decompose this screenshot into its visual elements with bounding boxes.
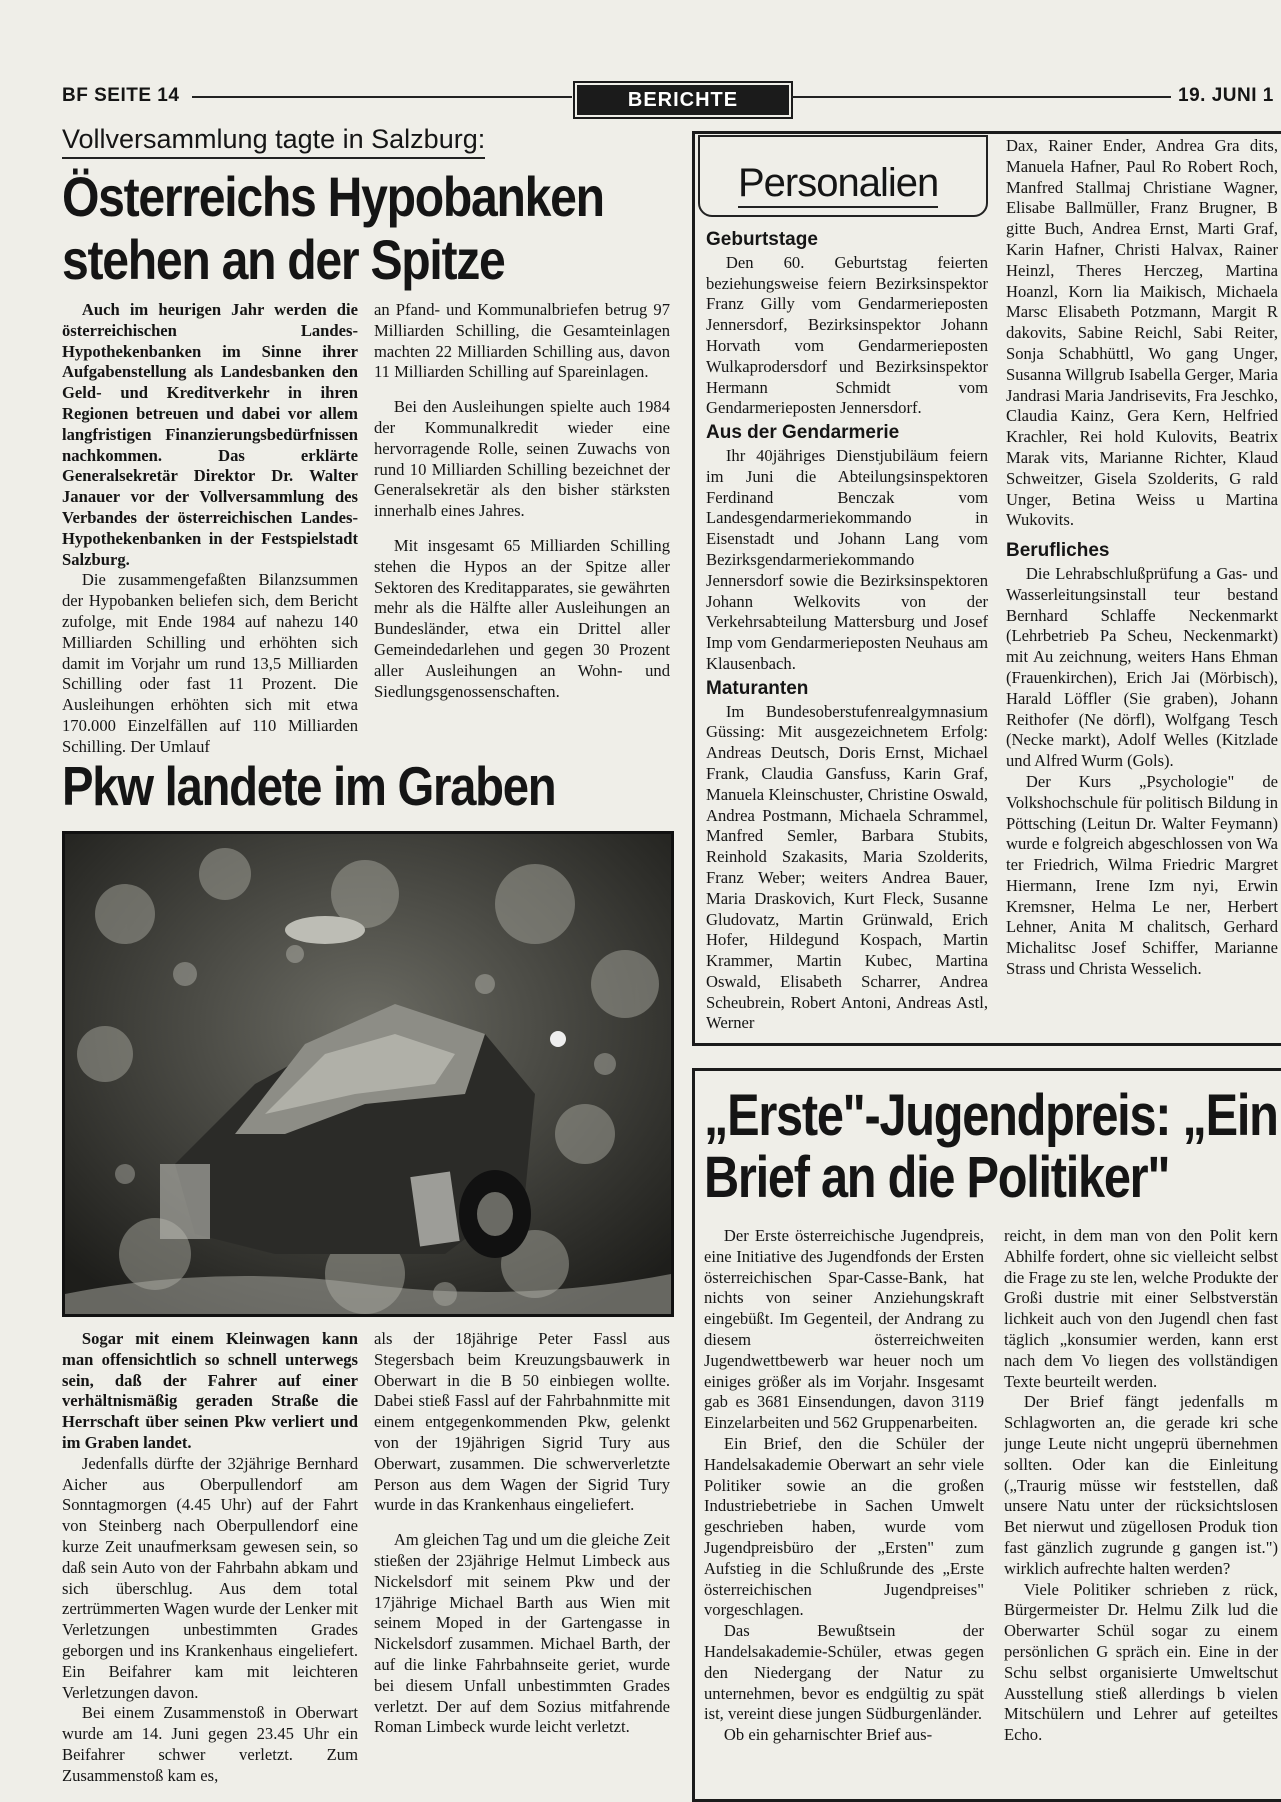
article3-col1 <box>704 1226 984 1746</box>
article2-p3: als der 18jährige Peter Fassl aus Stegersbach beim Kreuzungsbauwerk in Oberwart in die B 50 einbiegen wollte. Dabei stieß Fassl auf der Fahrbahnmitte mit einem entgegenkommenden Pkw, gelenkt von der 19jährigen Sigrid Tury aus Oberwart, zusammen. Die schwerverletzte Person aus dem Wagen der Sigrid Tury wurde in das Krankenhaus eingeliefert. <box>374 1329 670 1515</box>
header-rule-right <box>791 96 1171 98</box>
accident-photo <box>62 831 674 1317</box>
berufliches-text1: Die Lehrabschlußprüfung a Gas- und Wasserleitungsinstall teur bestand Bernhard Schlaffe Neckenmarkt (Lehrbetrieb Pa Scheu, Neckenmarkt) mit Au zeichnung, weiters Hans Ehman (Frauenkirchen), Erich Jai (Mörbisch), Harald Löffler (Sie graben), Johann Reithofer (Ne dörfl), Wolfgang Tesch (Necke markt), Adolf Welles (Kitzlade und Alfred Wurm (Gols). <box>1006 563 1278 771</box>
personalien-title: Personalien <box>738 161 938 208</box>
article1-p1: Die zusammengefaßten Bilanzsummen der Hypobanken beliefen sich, dem Bericht zufolge, mit Ende 1984 auf nahezu 140 Milliarden Schilling und erhöhten sich damit im Vorjahr um rund 13,5 Milliarden Schilling oder fast 11 Prozent. Die Ausleihungen erhöhten sich mit etwa 170.000 Einzelfällen auf 110 Milliarden Schilling. Der Umlauf <box>62 570 358 756</box>
subhead-geburtstage: Geburtstage <box>706 229 818 250</box>
issue-date: 19. JUNI 1 <box>1178 85 1274 106</box>
article1-p3: Bei den Ausleihungen spielte auch 1984 der Kommunalkredit wieder eine hervorragende Rolle, seinen Zuwachs von rund 10 Milliarden Schilling bezeichnet der Generalsekretär als den bisher stärksten innerhalb eines Jahres. <box>374 397 670 521</box>
wrecked-car-image <box>65 834 671 1314</box>
article2-col2 <box>374 1329 670 1738</box>
article1-col1 <box>62 300 358 758</box>
personalien-col2 <box>1006 136 1278 980</box>
article3-col2 <box>1004 1226 1278 1746</box>
article3-c1p2: Ein Brief, den die Schüler der Handelsakademie Oberwart an sehr viele Politiker sowie an die großen Industriebetriebe in Sachen Umwelt geschrieben haben, wurde vom Jugendpreisbüro der „Ersten" zum Aufstieg in die Schlußrunde des „Erste österreichischen Jugendpreises" vorgeschlagen. <box>704 1433 984 1620</box>
article2-p4: Am gleichen Tag und um die gleiche Zeit stießen der 23jährige Helmut Limbeck aus Nickelsdorf mit seinem Pkw und der 17jährige Michael Barth aus Wien mit seinem Moped in der Gartengasse in Nickelsdorf zusammen. Michael Barth, der auf die linke Fahrbahnseite geriet, wurde bei diesem Unfall unbestimmten Grades verletzt. Der auf dem Sozius mitfahrende Roman Limbeck wurde leicht verletzt. <box>374 1530 670 1737</box>
subhead-berufliches: Berufliches <box>1006 540 1110 562</box>
article3-c2p1: reicht, in dem man von den Polit kern Abhilfe fordert, ohne sic vielleicht selbst die Frage zu ste len, welche Produkte der Großi dustrie mit einer Selbstverstän lichkeit auch von den Jugendl chen fast täglich „konsumier werden, kann erst nach dem Vo liegen des vollständigen Texte beurteilt werden. <box>1004 1226 1278 1391</box>
article3-c1p3: Das Bewußtsein der Handelsakademie-Schüler, etwas gegen den Niedergang der Natur zu unternehmen, bevor es endgültig zu spät ist, vereint diese jungen Südburgenländer. <box>704 1621 984 1724</box>
header-rule-left <box>192 96 572 98</box>
article1-p2: an Pfand- und Kommunalbriefen betrug 97 Milliarden Schilling, die Gesamteinlagen machten 22 Milliarden Schilling aus, davon 11 Milliarden Schilling auf Spareinlagen. <box>374 300 670 382</box>
page-label: BF SEITE 14 <box>62 85 180 106</box>
subhead-gendarmerie: Aus der Gendarmerie <box>706 422 900 444</box>
maturanten-text: Im Bundesoberstufenrealgymnasium Güssing: Mit ausgezeichnetem Erfolg: Andreas Deutsch, Doris Ernst, Michael Frank, Claudia Gansfuss, Karin Graf, Manuela Kleinschuster, Christine Oswald, Andrea Postmann, Michaela Schrammel, Manfred Semler, Barbara Stubits, Reinhold Szakasits, Maria Szolderits, Franz Weber; weiters Andrea Bauer, Maria Draskovich, Kurt Fleck, Susanne Gludovatz, Martin Grünwald, Erich Hofer, Hildegund Kospach, Martin Krammer, Martin Kubec, Martina Oswald, Elisabeth Scharrer, Andrea Scheubrein, Robert Antoni, Andreas Astl, Werner <box>706 701 988 1033</box>
article2-p2: Bei einem Zusammenstoß in Oberwart wurde am 14. Juni gegen 23.45 Uhr ein Beifahrer schwer verletzt. Zum Zusammenstoß kam es, <box>62 1703 358 1785</box>
geburtstage-text: Den 60. Geburtstag feierten beziehungsweise feiern Bezirksinspektor Franz Gilly vom Gendarmerieposten Jennersdorf, Bezirksinspektor Johann Horvath vom Gendarmerieposten Wulkaprodersdorf und Bezirksinspektor Hermann Schmidt vom Gendarmerieposten Jennersdorf. <box>706 252 988 418</box>
article1-col2 <box>374 300 670 702</box>
gendarmerie-text: Ihr 40jähriges Dienstjubiläum feiern im Juni die Abteilungsinspektoren Ferdinand Benczak vom Landesgendarmeriekommando in Eisenstadt und Johann Lang vom Bezirksgendarmeriekommando Jennersdorf sowie die Bezirksinspektoren Johann Welkovits von der Verkehrsabteilung Mattersburg und Josef Imp vom Gendarmerieposten Neuhaus am Klausenbach. <box>706 445 988 673</box>
article1-lead: Auch im heurigen Jahr werden die österreichischen Landes-Hypothekenbanken im Sinne ihrer Aufgabenstellung als Landesbanken den Geld- und Kreditverkehr in ihren Regionen betreuen und dabei vor allem langfristigen Finanzierungsbedürfnissen nachkommen. Das erklärte Generalsekretär Direktor Dr. Walter Janauer vor der Vollversammlung des Verbandes der österreichischen Landes-Hypothekenbanken in der Festspielstadt Salzburg. <box>62 300 358 569</box>
section-tab: BERICHTE <box>573 81 793 119</box>
article1-kicker: Vollversammlung tagte in Salzburg: <box>62 124 485 159</box>
article3-c1p4: Ob ein geharnischter Brief aus- <box>723 1725 933 1745</box>
article3-c1p1: Der Erste österreichische Jugendpreis, eine Initiative des Jugendfonds der Ersten österreichischen Spar-Casse-Bank, hat nichts von seiner Anziehungskraft eingebüßt. Im Gegenteil, der Andrang zu diesem österreichweiten Jugendwettbewerb war heuer noch um einiges größer als im Vorjahr. Insgesamt gab es 3681 Einsendungen, davon 3119 Einzelarbeiten und 562 Gruppenarbeiten. <box>704 1226 984 1433</box>
article2-p1: Jedenfalls dürfte der 32jährige Bernhard Aicher aus Oberpullendorf am Sonntagmorgen (4.45 Uhr) auf der Fahrt von Steinberg nach Oberpullendorf eine kurze Zeit unaufmerksam gewesen sein, so daß sein Auto von der Fahrbahn abkam und sich überschlug. Aus dem total zertrümmerten Wagen wurde der Lenker mit Verletzungen unbestimmten Grades geborgen und ins Krankenhaus eingeliefert. Ein Beifahrer kam mit leichteren Verletzungen davon. <box>62 1453 358 1702</box>
article3-c2p3: Viele Politiker schrieben z rück, Bürgermeister Dr. Helmu Zilk lud die Oberwarter Schül sogar zu einem persönlichen G spräch ein. Eine in der Schu selbst organisierte Umweltschut Ausstellung stieß allerdings b vielen Mitschülern und Lehrer auf geteiltes Echo. <box>1004 1579 1278 1745</box>
personalien-col1 <box>706 226 988 1034</box>
article3-headline-line2: Brief an die Politiker" <box>704 1145 1170 1210</box>
article3-c2p2: Der Brief fängt jedenfalls m Schlagworten an, die gerade kri sche junge Leute nicht ungeprü übernehmen sollten. Oder kan die Einleitung („Traurig müsse wir feststellen, daß unsere Natu unter der rücksichtslosen Bet nierwut und zügellosen Produk tion fast gänzlich zugrunde g gangen ist.") wirklich aufrechte halten werden? <box>1004 1392 1278 1578</box>
maturanten-names-cont: Dax, Rainer Ender, Andrea Gra dits, Manuela Hafner, Paul Ro Robert Roch, Manfred Stallmaj Christiane Wagner, Elisabe Ballmüller, Franz Brugner, B gitte Buch, Andrea Ernst, Marti Graf, Karin Hafner, Christi Halvax, Rainer Heinzl, Theres Herczeg, Martina Hoanzl, Korn lia Maikisch, Michaela Marsc Elisabeth Potzmann, Margit R dakovits, Sabine Reichl, Sabi Reiter, Sonja Schabhüttl, Wo gang Unger, Susanna Willgrub Isabella Gerger, Maria Jandrasi Maria Jandrisevits, Fra Jeschko, Claudia Kainz, Gera Kern, Helfried Krachler, Rei hold Kulovits, Beatrix Marak vits, Marianne Richter, Klaud Schweitzer, Gisela Szolderits, G rald Unger, Betina Weiss u Martina Wukovits. <box>1006 136 1278 530</box>
article2-headline: Pkw landete im Graben <box>62 755 556 817</box>
article3-headline-line1: „Erste"-Jugendpreis: „Ein <box>704 1083 1278 1148</box>
article2-col1 <box>62 1329 358 1787</box>
berufliches-text2: Der Kurs „Psychologie" de Volkshochschule für politisch Bildung in Pöttsching (Leitun Dr. Walter Feymann) wurde e folgreich abgeschlossen von Wa ter Friedrich, Wilma Friedric Margret Hiermann, Irene Izm nyi, Erwin Kremsner, Helma Le ner, Herbert Lehner, Anita M chalitsch, Gerhard Michalitsc Josef Schiffer, Marianne Strass und Christa Wesselich. <box>1006 771 1278 979</box>
subhead-maturanten: Maturanten <box>706 677 809 699</box>
article1-p4: Mit insgesamt 65 Milliarden Schilling stehen die Hypos an der Spitze aller Sektoren des Kreditapparates, sie gewährten mehr als die Hälfte aller Ausleihungen an Bundesländer, etwa ein Drittel aller Gemeindedarlehen und gegen 30 Prozent aller Ausleihungen an Wohn- und Siedlungsgenossenschaften. <box>374 535 670 701</box>
article1-headline-line2: stehen an der Spitze <box>62 228 505 291</box>
article1-headline-line1: Österreichs Hypobanken <box>62 165 604 228</box>
article2-lead: Sogar mit einem Kleinwagen kann man offensichtlich so schnell unterwegs sein, daß der Fahrer auf einer verhältnismäßig geraden Straße die Herrschaft über seinen Pkw verliert und im Graben landet. <box>62 1329 358 1452</box>
